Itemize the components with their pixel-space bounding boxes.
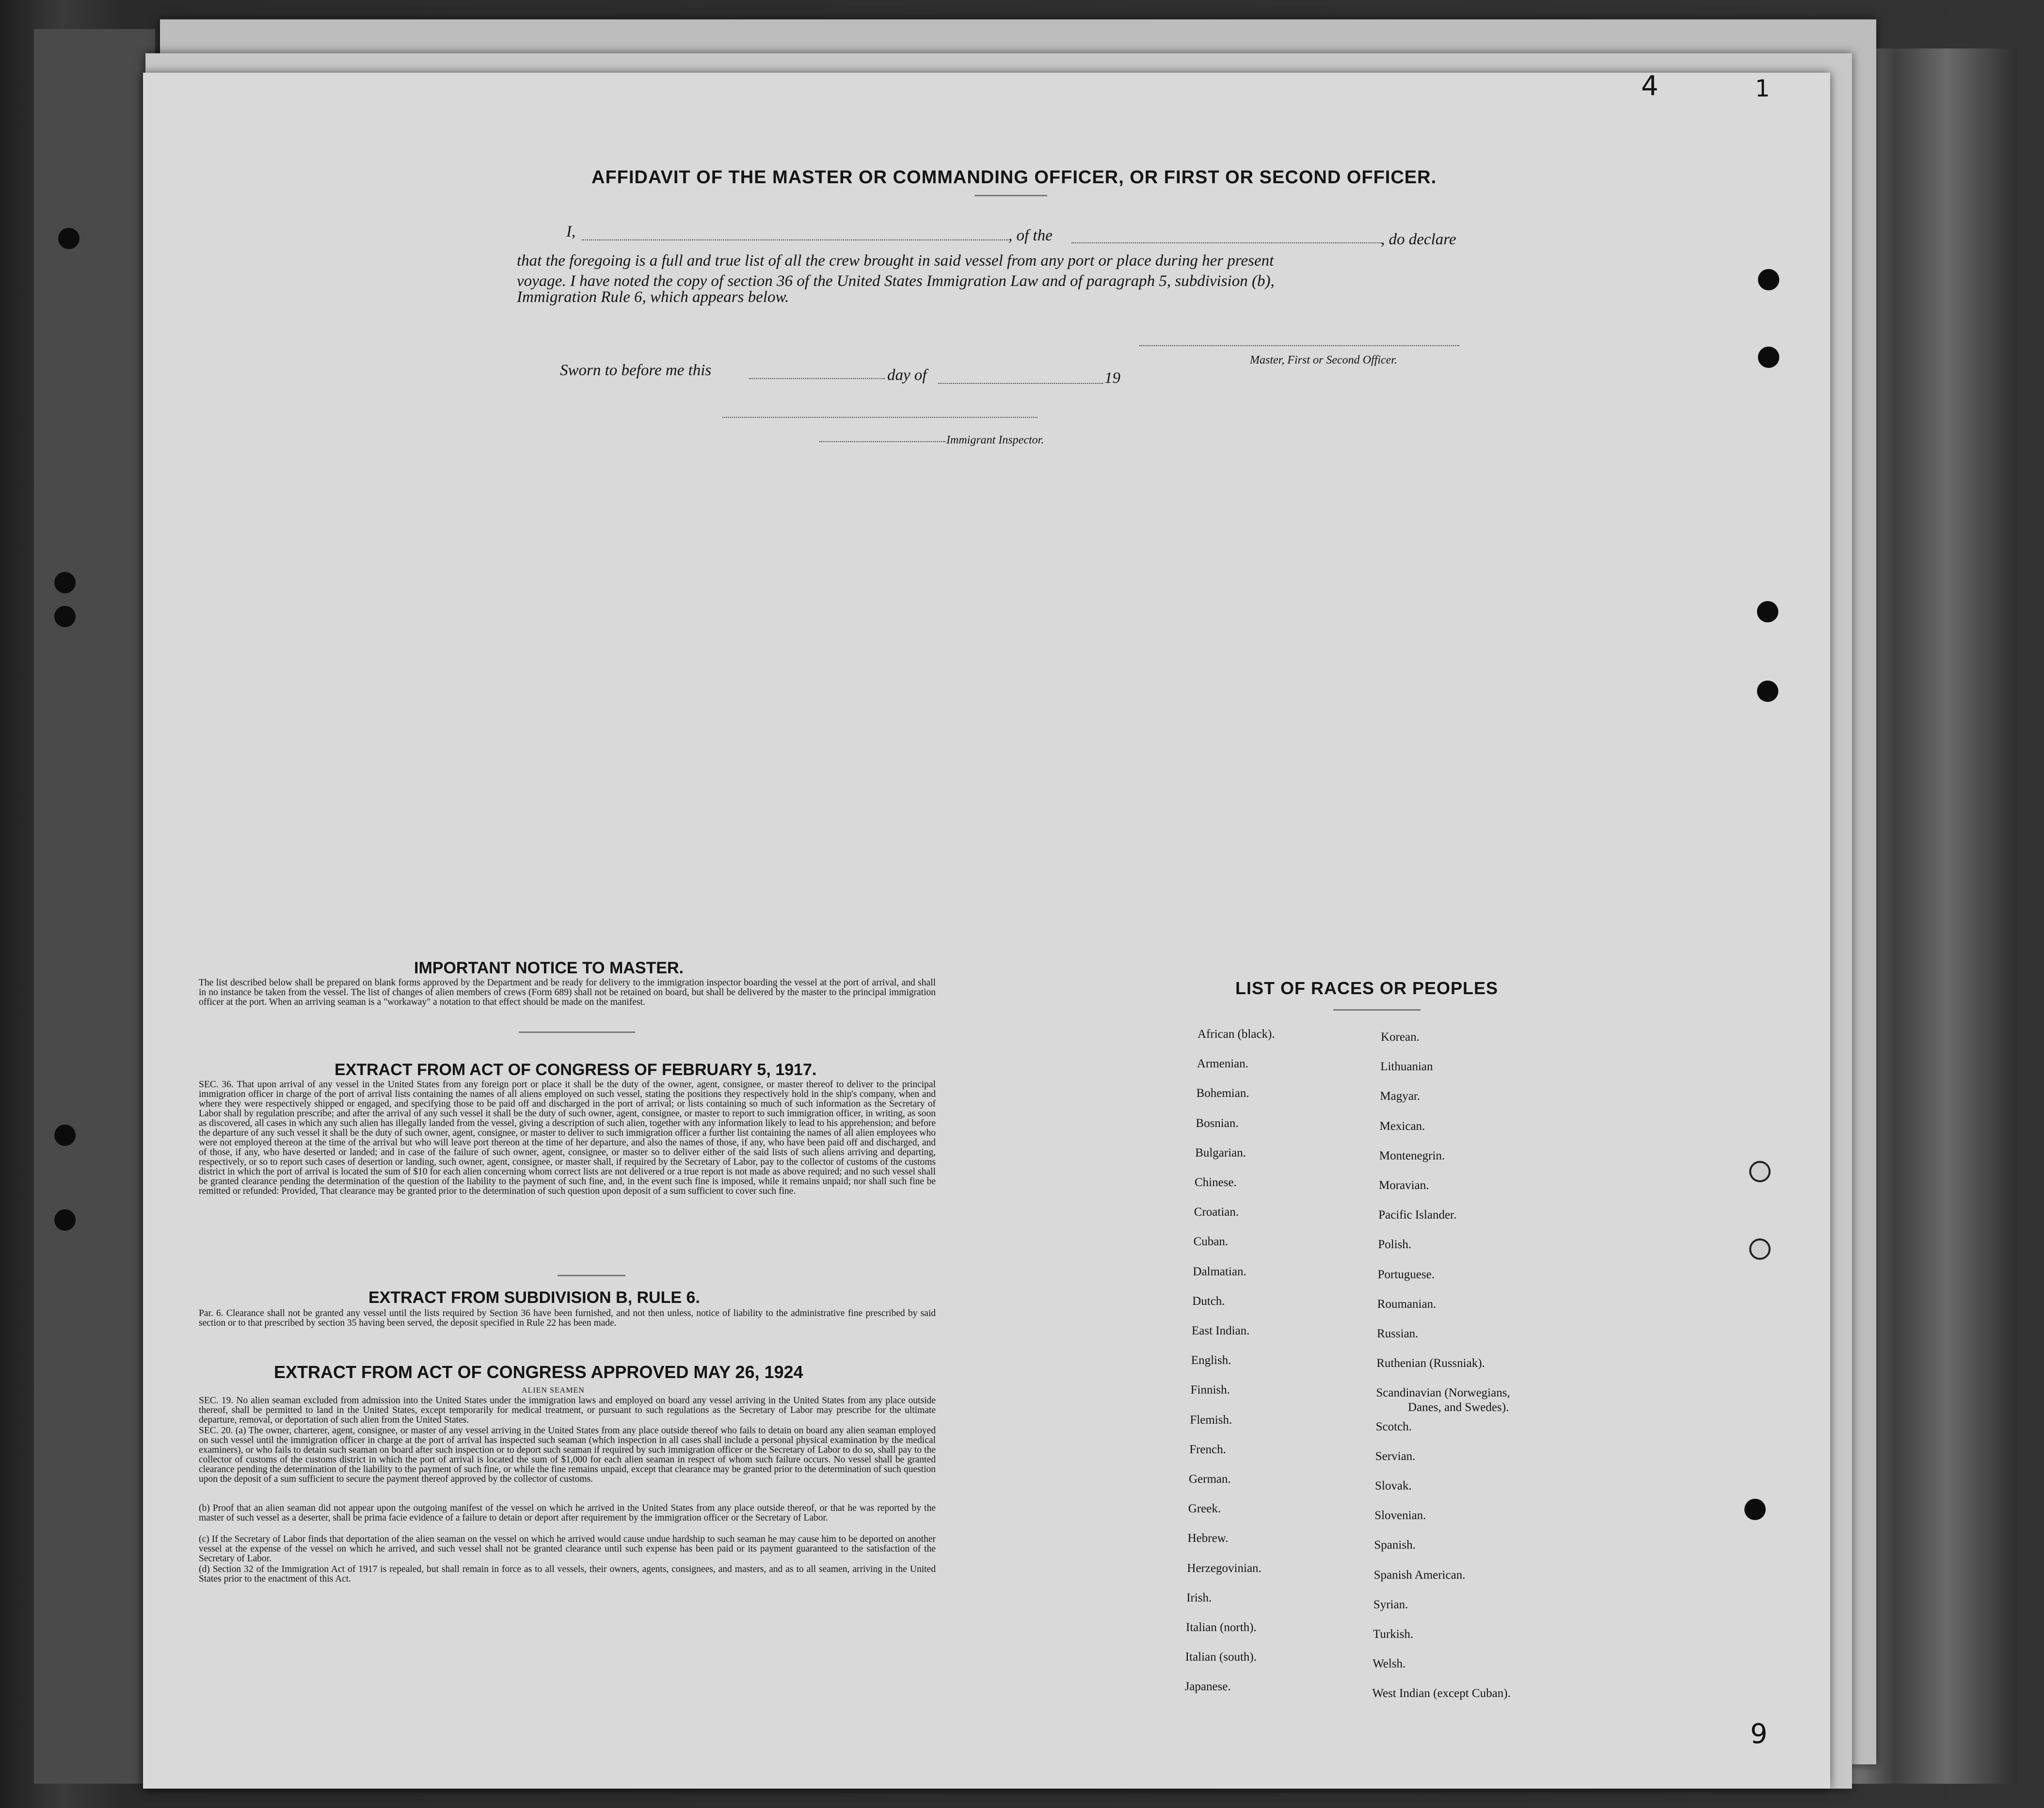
divider [558,1275,625,1276]
race-item: Irish. [1186,1591,1212,1604]
race-item: Scotch. [1375,1420,1412,1433]
race-item: Montenegrin. [1379,1149,1445,1162]
binder-hole [1757,681,1778,702]
sworn-label: Sworn to before me this [560,362,712,379]
race-item: Armenian. [1197,1057,1249,1070]
handwritten-mark: 9 [1750,1718,1768,1750]
handwritten-mark: 4 [1641,70,1659,102]
binder-hole [1758,269,1779,290]
binder-hole [54,1125,76,1146]
race-item: Danes, and Swedes). [1408,1401,1509,1414]
affidavit-body-line: voyage. I have noted the copy of section 36 of the United States Immigration Law and of paragraph 5, subdivision (b), [517,272,1275,290]
race-item: Italian (north). [1186,1621,1257,1634]
extract-1924-paragraph: (d) Section 32 of the Immigration Act of 1917 is repealed, but shall remain in force as to all vessels, their owners, agents, consignees, and masters, and as to all seamen, arriving in the United States prior to the enactment of this Act. [199,1564,936,1584]
race-item: Spanish American. [1373,1569,1466,1582]
extract-1924-paragraph: (c) If the Secretary of Labor finds that deportation of the alien seaman on the vessel on which he arrived would cause undue hardship to such seaman he may cause him to be deported on another vessel at the expense of the vessel on which he arrived, and such vessel shall not be granted clearance until such expense has been paid or its payment guaranteed to the satisfaction of the Secretary of Labor. [199,1534,936,1564]
master-signature-line[interactable] [1139,345,1459,346]
notice-text: The list described below shall be prepared on blank forms approved by the Department and be ready for delivery to the immigration inspector boarding the vessel at the port of arrival, and shall in no instance be taken from the vessel. The list of changes of alien members of crews (Form 689) shall not be retained on board, but shall be delivered by the master to the principal immigration officer at the port. When an arriving seaman is a "workaway" a notation to that effect should be made on the manifest. [199,978,936,1007]
race-item: Dutch. [1192,1295,1225,1308]
extract-rule6-title: EXTRACT FROM SUBDIVISION B, RULE 6. [368,1288,700,1307]
of-the-label: , of the [1008,227,1053,244]
races-title: LIST OF RACES OR PEOPLES [1235,978,1499,998]
race-item: Lithuanian [1380,1060,1433,1073]
race-item: Chinese. [1195,1176,1237,1189]
race-item: Mexican. [1379,1120,1425,1133]
document-page [143,73,1830,1789]
race-item: Herzegovinian. [1187,1562,1262,1575]
extract-1924-subtitle: ALIEN SEAMEN [522,1386,585,1395]
binder-hole [54,1209,76,1231]
binder-hole [1749,1161,1771,1182]
extract-1917-title: EXTRACT FROM ACT OF CONGRESS OF FEBRUARY 5, 1917. [335,1061,817,1079]
race-item: Magyar. [1380,1090,1421,1103]
divider [519,1031,635,1033]
race-item: Cuban. [1193,1235,1229,1248]
divider [1333,1009,1421,1011]
affiant-label: I, [566,223,576,240]
binder-hole [1749,1238,1771,1260]
race-item: Welsh. [1373,1657,1406,1670]
race-item: Flemish. [1190,1413,1232,1427]
race-item: English. [1191,1354,1231,1367]
day-line[interactable] [749,378,885,379]
race-item: Scandinavian (Norwegians, [1376,1386,1510,1399]
binder-hole [1757,601,1778,622]
race-item: Spanish. [1374,1538,1416,1552]
race-item: Dalmatian. [1193,1265,1246,1278]
left-page-edge [34,29,155,1784]
extract-1917-text: SEC. 36. That upon arrival of any vessel in the United States from any foreign port or place it shall be the duty of the owner, agent, consignee, or master thereof to deliver to the principal immigration officer in charge of the port of arrival lists containing the names of all aliens employed on such vessel, stating the positions they respectively hold in the ship's company, when and where they were respectively shipped or engaged, and specifying those to be paid off and discharged in the port of arrival; or lists containing so much of such information as the Secretary of Labor shall by regulation prescribe; and after the arrival of any such vessel it shall be the duty of such owner, agent, consignee, or master to report to such immigration officer, in writing, as soon as discovered, all cases in which any such alien has illegally landed from the vessel, giving a description of such alien, together with any information likely to lead to his apprehension; and before the departure of any such vessel it shall be the duty of such owner, agent, consignee, or master to deliver to such immigration officer a further list containing the names of all alien employees who were not employed thereon at the time of the arrival but who will leave port thereon at the time of her departure, and also the names of those, if any, who have been paid off and discharged, and of those, if any, who have deserted or landed; and in case of the failure of such owner, agent, consignee, or master so to deliver either of the said lists of such aliens arriving and departing, respectively, or so to report such cases of desertion or landing, such owner, agent, consignee, or master shall, if required by the Secretary of Labor, pay to the collector of customs of the customs district in which the port of arrival is located the sum of $10 for each alien concerning whom correct lists are not delivered or a true report is not made as above required; and no such vessel shall be granted clearance pending the determination of the question of the liability to the payment of such fine, and, in the event such fine is imposed, while it remains unpaid; nor shall such fine be remitted or refunded: Provided, That clearance may be granted prior to the determination of such question upon deposit of a sum sufficient to cover such fine. [199,1079,936,1196]
do-declare-label: , do declare [1381,231,1456,248]
race-item: Japanese. [1184,1680,1231,1693]
race-item: Roumanian. [1377,1298,1437,1311]
inspector-signature-line[interactable] [722,417,1038,418]
race-item: Polish. [1378,1238,1412,1251]
race-item: Pacific Islander. [1378,1208,1457,1221]
affiant-name-line[interactable] [582,239,1008,240]
race-item: Bohemian. [1196,1087,1249,1100]
month-line[interactable] [938,383,1103,384]
race-item: Servian. [1375,1450,1416,1463]
master-signature-label: Master, First or Second Officer. [1250,354,1397,366]
year-label: 19 [1104,369,1120,387]
binder-hole [58,228,80,249]
binder-hole [1744,1499,1766,1520]
extract-1924-title: EXTRACT FROM ACT OF CONGRESS APPROVED MAY 26, 1924 [274,1362,803,1382]
race-item: German. [1189,1473,1231,1486]
extract-rule6-text: Par. 6. Clearance shall not be granted any vessel until the lists required by Section 36 have been furnished, and not then unless, notice of liability to the administrative fine prescribed by said section or to that prescribed by section 35 having been served, the deposit specified in Rule 22 has been made. [199,1308,936,1328]
race-item: Syrian. [1373,1598,1408,1611]
affidavit-body-line: Immigration Rule 6, which appears below. [517,288,789,306]
race-item: Korean. [1381,1031,1420,1044]
inspector-signature-line[interactable] [819,441,945,442]
affidavit-title: AFFIDAVIT OF THE MASTER OR COMMANDING OFFICER, OR FIRST OR SECOND OFFICER. [591,167,1437,188]
binder-hole [54,572,76,593]
handwritten-mark: 1 [1755,75,1770,102]
race-item: French. [1189,1443,1226,1456]
divider [974,195,1047,196]
inspector-signature-label: Immigrant Inspector. [946,434,1044,446]
race-item: Greek. [1188,1502,1221,1515]
race-item: Russian. [1377,1327,1419,1340]
binder-hole [54,606,76,627]
race-item: Portuguese. [1377,1268,1435,1281]
race-item: East Indian. [1192,1324,1250,1337]
binder-hole [1758,347,1779,368]
vessel-name-line[interactable] [1071,242,1382,243]
race-item: Bosnian. [1196,1117,1239,1130]
affidavit-body-line: that the foregoing is a full and true list of all the crew brought in said vessel from any port or place during her present [517,252,1274,270]
extract-1924-paragraph: (b) Proof that an alien seaman did not appear upon the outgoing manifest of the vessel on which he arrived in the United States from any place outside thereof, or that he was reported by the master of such vessel as a deserter, shall be prima facie evidence of a failure to detain or deport after requirement by the immigration officer or the Secretary of Labor. [199,1503,936,1523]
race-item: Turkish. [1373,1628,1414,1641]
race-item: Ruthenian (Russniak). [1376,1357,1485,1370]
race-item: Italian (south). [1185,1650,1257,1664]
race-item: Bulgarian. [1195,1146,1246,1159]
race-item: Croatian. [1194,1205,1239,1219]
race-item: Slovenian. [1374,1509,1426,1522]
race-item: African (black). [1198,1028,1275,1041]
race-item: Finnish. [1190,1383,1230,1396]
race-item: Hebrew. [1187,1532,1229,1545]
extract-1924-paragraph: SEC. 19. No alien seaman excluded from admission into the United States under the immigration laws and employed on board any vessel arriving in the United States from any place outside thereof, shall be permitted to land in the United States, except temporarily for medical treatment, or pursuant to such regulations as the Secretary of Labor may prescribe for the ultimate departure, removal, or deportation of such alien from the United States. [199,1396,936,1425]
race-item: Slovak. [1375,1479,1412,1492]
notice-title: IMPORTANT NOTICE TO MASTER. [414,959,684,977]
day-of-label: day of [887,366,927,384]
race-item: Moravian. [1379,1179,1429,1192]
extract-1924-paragraph: SEC. 20. (a) The owner, charterer, agent, consignee, or master of any vessel arriving in the United States from any place outside thereof who fails to detain on board any alien seaman employed on such vessel until the immigration officer in charge at the port of arrival has inspected such seaman (which inspection in all cases shall include a personal physical examination by the medical examiners), or who fails to detain such seaman on board after such inspection or to deport such seaman if required by such immigration officer or the Secretary of Labor to do so, shall pay to the collector of customs of the customs district in which the port of arrival is located the sum of $1,000 for each alien seaman in respect of whom such failure occurs. No vessel shall be granted clearance pending the determination of the liability to the payment of such fine, or while the fine remains unpaid, except that clearance may be granted prior to the determination of such question upon the deposit of a sum sufficient to secure the payment thereof approved by the collector of customs. [199,1426,936,1484]
race-item: West Indian (except Cuban). [1372,1687,1511,1700]
